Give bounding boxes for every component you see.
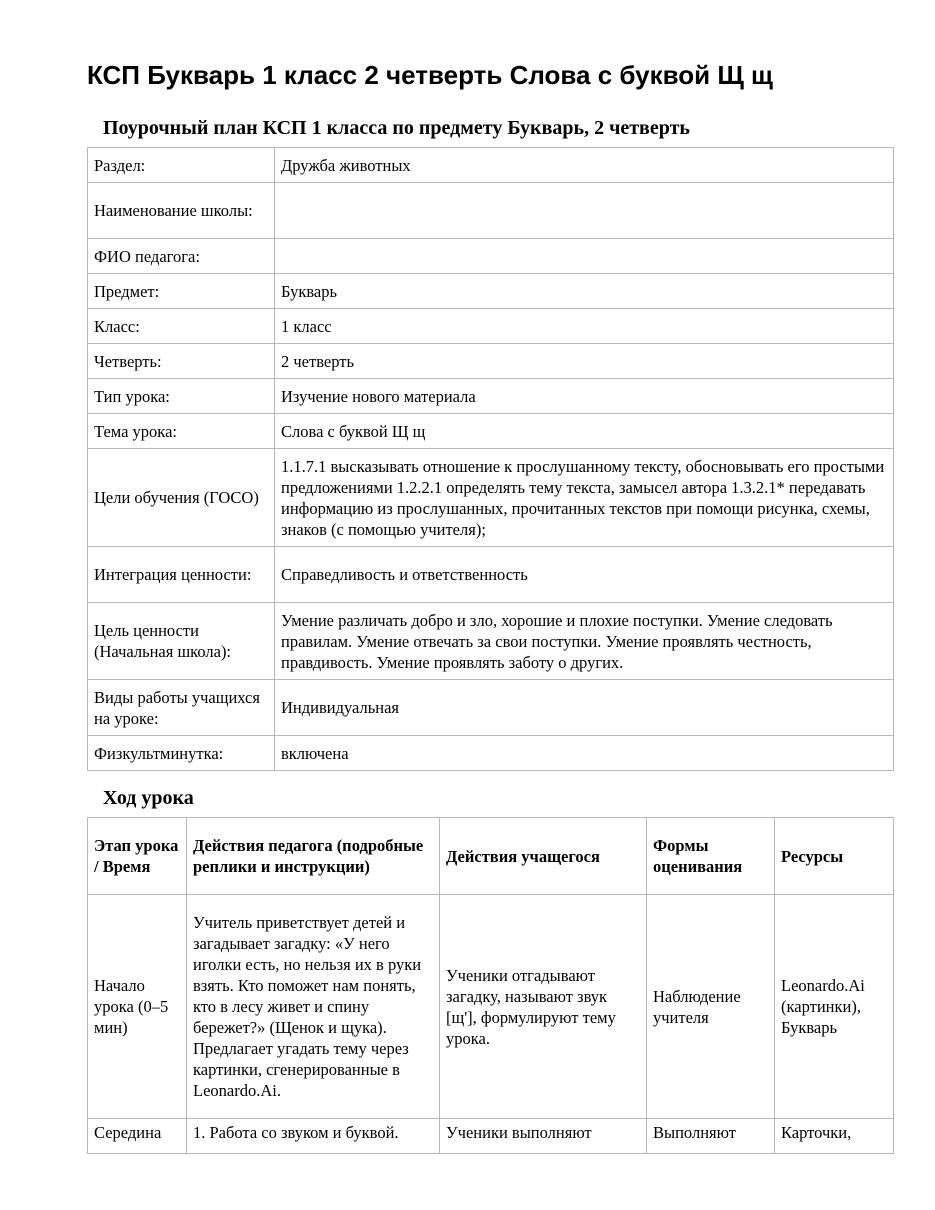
- info-label: Цели обучения (ГОСО): [88, 449, 275, 547]
- info-row-section: [88, 148, 894, 183]
- info-label: Тема урока:: [88, 414, 275, 449]
- info-value: 2 четверть: [275, 344, 894, 379]
- info-label: Интеграция ценности:: [88, 547, 275, 603]
- info-value: Букварь: [275, 274, 894, 309]
- info-row-school: [88, 183, 894, 239]
- table-cell-resources: Leonardo.Ai (картинки), Букварь: [775, 895, 894, 1119]
- info-value: Индивидуальная: [275, 680, 894, 736]
- info-row-quarter: [88, 344, 894, 379]
- table-row: [88, 895, 894, 1119]
- info-row-subject: [88, 274, 894, 309]
- table-cell-assessment: Наблюдение учителя: [647, 895, 775, 1119]
- info-row-learning-goals: [88, 449, 894, 547]
- column-header-stage: Этап урока / Время: [88, 818, 187, 895]
- info-label: Физкультминутка:: [88, 736, 275, 771]
- table-cell-teacher-actions: Учитель приветствует детей и загадывает загадку: «У него иголки есть, но нельзя их в руки взять. Кто поможет нам понять, кто в лесу живет и спину бережет?» (Щенок и щука). Предлагает угадать тему через картинки, сгенерированные в Leonardo.Ai.: [187, 895, 440, 1119]
- document-title: КСП Букварь 1 класс 2 четверть Слова с буквой Щ щ: [87, 60, 773, 90]
- lesson-flow-heading: Ход урока: [103, 787, 194, 809]
- column-header-resources: Ресурсы: [775, 818, 894, 895]
- info-label: Класс:: [88, 309, 275, 344]
- info-label: Тип урока:: [88, 379, 275, 414]
- table-cell-student-actions: Ученики выполняют: [440, 1119, 647, 1154]
- info-row-lesson-topic: [88, 414, 894, 449]
- lesson-info-table: [87, 147, 894, 771]
- column-header-assessment: Формы оценивания: [647, 818, 775, 895]
- info-label: Раздел:: [88, 148, 275, 183]
- info-value: Слова с буквой Щ щ: [275, 414, 894, 449]
- info-label: ФИО педагога:: [88, 239, 275, 274]
- table-cell-resources: Карточки,: [775, 1119, 894, 1154]
- info-label: Виды работы учащихся на уроке:: [88, 680, 275, 736]
- table-cell-teacher-actions: 1. Работа со звуком и буквой.: [187, 1119, 440, 1154]
- info-label: Четверть:: [88, 344, 275, 379]
- info-label: Цель ценности (Начальная школа):: [88, 603, 275, 680]
- table-header-row: [88, 818, 894, 895]
- info-value: Умение различать добро и зло, хорошие и плохие поступки. Умение следовать правилам. Умение отвечать за свои поступки. Умение проявлять честность, правдивость. Умение проявлять заботу о других.: [275, 603, 894, 680]
- info-row-value-integration: [88, 547, 894, 603]
- info-row-lesson-type: [88, 379, 894, 414]
- info-value: [275, 183, 894, 239]
- info-label: Наименование школы:: [88, 183, 275, 239]
- info-value: включена: [275, 736, 894, 771]
- info-row-physical-break: [88, 736, 894, 771]
- info-row-work-types: [88, 680, 894, 736]
- plan-heading: Поурочный план КСП 1 класса по предмету Букварь, 2 четверть: [103, 117, 690, 139]
- info-value: 1.1.7.1 высказывать отношение к прослушанному тексту, обосновывать его простыми предложениями 1.2.2.1 определять тему текста, замысел автора 1.3.2.1* передавать информацию из прослушанных, прочитанных текстов при помощи рисунка, схемы, знаков (с помощью учителя);: [275, 449, 894, 547]
- column-header-student-actions: Действия учащегося: [440, 818, 647, 895]
- lesson-flow-table: [87, 817, 894, 1154]
- info-row-teacher: [88, 239, 894, 274]
- column-header-teacher-actions: Действия педагога (подробные реплики и инструкции): [187, 818, 440, 895]
- table-row: [88, 1119, 894, 1154]
- info-label: Предмет:: [88, 274, 275, 309]
- table-cell-stage: Середина: [88, 1119, 187, 1154]
- info-row-value-goal: [88, 603, 894, 680]
- info-row-grade: [88, 309, 894, 344]
- info-value: Справедливость и ответственность: [275, 547, 894, 603]
- info-value: 1 класс: [275, 309, 894, 344]
- info-value: Изучение нового материала: [275, 379, 894, 414]
- table-cell-stage: Начало урока (0–5 мин): [88, 895, 187, 1119]
- table-cell-assessment: Выполняют: [647, 1119, 775, 1154]
- info-value: Дружба животных: [275, 148, 894, 183]
- info-value: [275, 239, 894, 274]
- table-cell-student-actions: Ученики отгадывают загадку, называют звук [щ'], формулируют тему урока.: [440, 895, 647, 1119]
